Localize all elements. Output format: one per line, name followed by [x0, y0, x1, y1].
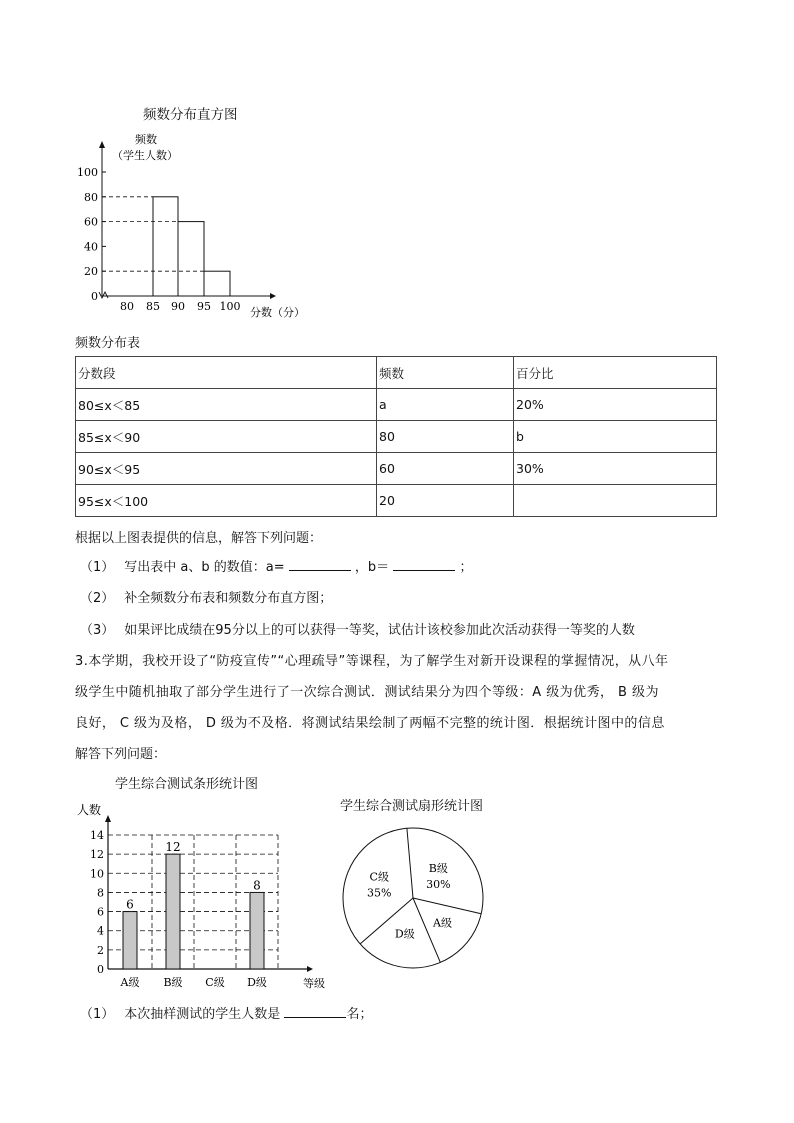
frequency-table	[75, 356, 717, 517]
hist-x-tick-label: 80	[120, 300, 134, 313]
table-cell: a	[377, 389, 514, 421]
q1-number: （1）	[80, 560, 115, 575]
pie-chart-title: 学生综合测试扇形统计图	[340, 799, 484, 814]
answer-blank-a[interactable]	[289, 558, 351, 571]
hist-y-tick-label: 40	[84, 240, 98, 254]
answer-blank-count[interactable]	[284, 1005, 346, 1018]
pie-slice-label: B级	[428, 861, 448, 875]
bar	[250, 892, 264, 969]
bar-y-tick-label: 12	[90, 848, 104, 862]
histogram-title: 频数分布直方图	[143, 107, 238, 123]
question-3	[80, 619, 635, 638]
table-cell: 30%	[514, 453, 717, 485]
table-cell: 85≤x＜90	[76, 421, 377, 453]
q3-text: 如果评比成绩在95分以上的可以获得一等奖，试估计该校参加此次活动获得一等奖的人数	[124, 623, 635, 638]
answer-blank-b[interactable]	[393, 558, 455, 571]
hist-y-arrow	[99, 141, 105, 148]
problem3-line-3: 良好， C 级为及格， D 级为不及格．将测试结果绘制了两幅不完整的统计图．根据统计图中的信息	[75, 716, 665, 731]
q1-mid: ，b＝	[354, 560, 390, 575]
hist-xlabel: 分数（分）	[250, 306, 305, 319]
bar-x-arrow	[307, 966, 313, 972]
bar-chart-title: 学生综合测试条形统计图	[115, 777, 259, 792]
histogram-chart	[70, 128, 330, 328]
bar	[123, 912, 137, 969]
bar-chart	[75, 800, 365, 995]
hist-ylabel-2: （学生人数）	[112, 149, 178, 162]
problem3-line-1: 3.本学期，我校开设了“防疫宣传”“心理疏导”等课程，为了解学生对新开设课程的掌握情况，从八年	[75, 654, 669, 669]
bar-data-label: 8	[253, 878, 261, 893]
pie-chart	[340, 820, 490, 975]
problem3-line-4: 解答下列问题：	[75, 747, 167, 762]
hist-axis-break	[99, 292, 108, 298]
hist-y-tick-label: 20	[84, 265, 98, 279]
question-2	[80, 587, 332, 606]
last-question	[80, 1003, 372, 1022]
hist-bar	[153, 197, 178, 296]
problem3-line-2: 级学生中随机抽取了部分学生进行了一次综合测试．测试结果分为四个等级：A 级为优秀， B 级为	[75, 685, 659, 700]
table-cell: 80≤x＜85	[76, 389, 377, 421]
bar-y-tick-label: 4	[97, 924, 104, 938]
bar-y-tick-label: 8	[97, 886, 104, 900]
pie-slice-value: 30%	[426, 877, 451, 891]
table-cell: 95≤x＜100	[76, 485, 377, 517]
bar-ylabel: 人数	[77, 803, 102, 817]
bar-y-tick-label: 0	[97, 963, 104, 976]
hist-y-tick-label: 100	[77, 166, 98, 179]
hist-y-tick-label: 80	[84, 190, 98, 204]
table-row	[76, 421, 717, 453]
last-q-text: 本次抽样测试的学生人数是	[124, 1007, 281, 1022]
last-q-number: （1）	[80, 1007, 115, 1022]
table-cell	[514, 485, 717, 517]
hist-x-tick-label: 100	[219, 300, 241, 313]
table-cell: 20%	[514, 389, 717, 421]
table-cell: 90≤x＜95	[76, 453, 377, 485]
table-cell: b	[514, 421, 717, 453]
q2-number: （2）	[80, 591, 115, 606]
q3-number: （3）	[80, 623, 115, 638]
hist-x-tick-label: 90	[171, 300, 185, 313]
table-cell: 80	[377, 421, 514, 453]
hist-x-tick-label: 85	[146, 300, 160, 313]
hist-x-tick-label: 95	[197, 300, 211, 313]
bar-y-tick-label: 14	[90, 829, 104, 842]
bar-y-tick-label: 2	[97, 943, 104, 957]
bar-category-label: B级	[163, 976, 183, 989]
pie-slice-label: C级	[369, 870, 389, 884]
question-1	[80, 556, 472, 575]
q2-text: 补全频数分布表和频数分布直方图；	[124, 591, 333, 606]
table-row	[76, 389, 717, 421]
bar-category-label: D级	[247, 976, 267, 989]
bar-data-label: 6	[126, 897, 134, 912]
table-header-row	[76, 357, 717, 389]
pie-slice-value: 35%	[367, 886, 392, 900]
hist-bar	[204, 271, 230, 296]
table-title: 频数分布表	[75, 336, 141, 351]
table-header-cell: 分数段	[76, 357, 377, 389]
table-header-cell: 百分比	[514, 357, 717, 389]
bar	[166, 854, 180, 969]
bar-y-arrow	[105, 815, 111, 822]
bar-category-label: A级	[120, 976, 140, 989]
bar-y-tick-label: 10	[90, 867, 104, 881]
hist-y-tick-label: 60	[84, 215, 98, 229]
q1-text: 写出表中 a、b 的数值：a=	[124, 560, 285, 575]
q1-end: ；	[459, 560, 473, 575]
bar-y-tick-label: 6	[97, 905, 104, 919]
table-cell: 20	[377, 485, 514, 517]
table-row	[76, 485, 717, 517]
hist-y-tick-label: 0	[91, 290, 98, 303]
bar-category-label: C级	[205, 976, 225, 989]
bar-data-label: 12	[165, 840, 181, 855]
pie-slice-label: D级	[394, 927, 415, 941]
table-header-cell: 频数	[377, 357, 514, 389]
intro-text: 根据以上图表提供的信息，解答下列问题：	[75, 531, 323, 546]
last-q-end: 名；	[346, 1007, 373, 1022]
hist-ylabel-1: 频数	[135, 133, 157, 146]
hist-bar	[178, 222, 204, 296]
hist-x-arrow	[270, 293, 276, 299]
table-row	[76, 453, 717, 485]
bar-xlabel: 等级	[303, 977, 325, 990]
pie-slice-label: A级	[433, 916, 452, 930]
table-cell: 60	[377, 453, 514, 485]
